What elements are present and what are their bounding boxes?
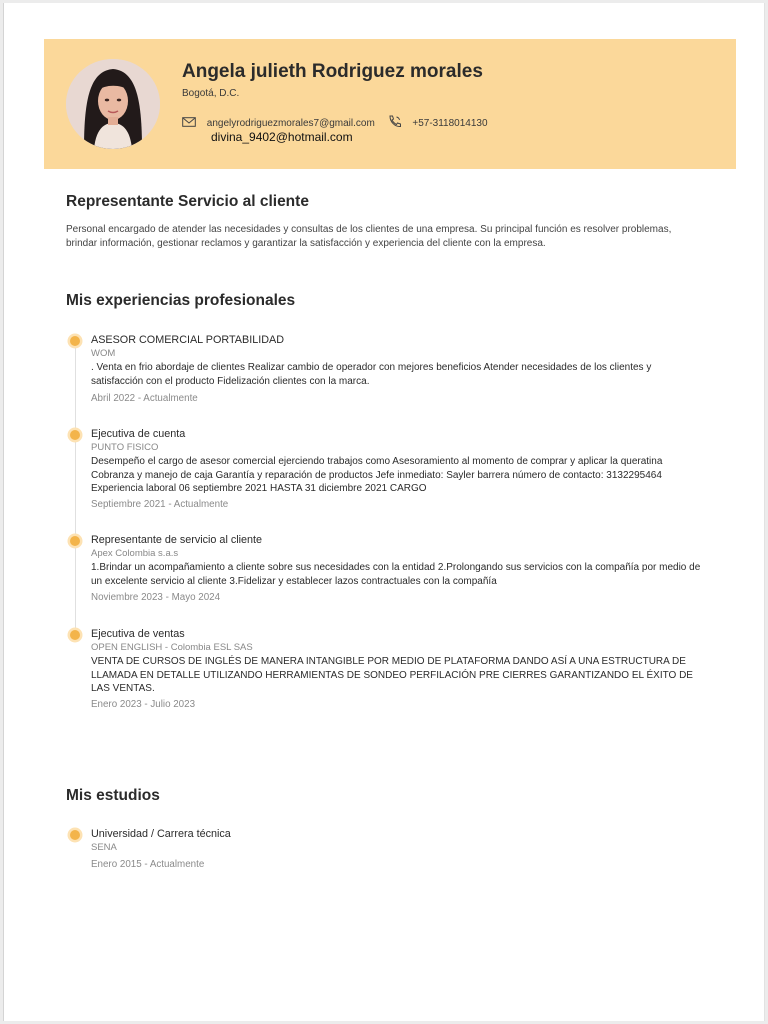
experience-section-title: Mis experiencias profesionales — [66, 292, 296, 309]
experience-role: Representante de servicio al cliente — [91, 534, 263, 546]
resume-header — [44, 39, 736, 169]
timeline-dot — [70, 630, 80, 640]
candidate-city: Bogotá, D.C. — [182, 88, 240, 99]
experience-role: ASESOR COMERCIAL PORTABILIDAD — [91, 334, 284, 346]
timeline-dot — [70, 430, 80, 440]
experience-dates: Abril 2022 - Actualmente — [91, 393, 198, 404]
experience-company: PUNTO FISICO — [91, 442, 159, 453]
email-link[interactable]: angelyrodriguezmorales7@gmail.com — [206, 117, 375, 129]
education-degree: Universidad / Carrera técnica — [91, 828, 231, 840]
mail-icon — [182, 117, 196, 130]
education-item — [66, 828, 706, 878]
experience-description: 1.Brindar un acompañamiento a cliente sobre sus necesidades con la entidad 2.Prolongando sus servicios con la compañía por medio de un excelente servicio al cliente 3.Fidelizar y establecer lazos contractuales con la compañía — [91, 562, 701, 587]
experience-description: VENTA DE CURSOS DE INGLÉS DE MANERA INTANGIBLE POR MEDIO DE PLATAFORMA DANDO ASÍ A UNA ESTRUCTURA DE LLAMADA EN DETALLE UTILIZANDO HERRAMIENTAS DE SONDEO PERFILACIÓN PRE CIERRES GARANTIZANDO EL ÉXITO DE LAS VENTAS. — [91, 656, 693, 695]
experience-role: Ejecutiva de ventas — [91, 628, 185, 640]
experience-item — [66, 334, 706, 414]
experience-item — [66, 534, 706, 614]
phone-number[interactable]: +57-3118014130 — [412, 117, 488, 129]
education-dates: Enero 2015 - Actualmente — [91, 859, 205, 870]
timeline-dot — [70, 830, 80, 840]
experience-company: Apex Colombia s.a.s — [91, 548, 179, 559]
education-school: SENA — [91, 842, 117, 853]
experience-item — [66, 628, 706, 718]
timeline-dot — [70, 536, 80, 546]
experience-role: Ejecutiva de cuenta — [91, 428, 186, 440]
resume-page — [3, 3, 765, 1021]
experience-company: OPEN ENGLISH - Colombia ESL SAS — [91, 642, 253, 653]
experience-company: WOM — [91, 348, 116, 359]
phone-icon — [388, 115, 402, 131]
education-section-title: Mis estudios — [66, 787, 160, 804]
experience-dates: Enero 2023 - Julio 2023 — [91, 699, 196, 710]
contact-row — [182, 115, 488, 129]
experience-description: . Venta en frio abordaje de clientes Realizar cambio de operador con mejores beneficios Atender necesidades de los clientes y satisfacción con el producto Fidelización clientes con la marca. — [91, 362, 652, 387]
secondary-email[interactable]: divina_9402@hotmail.com — [211, 130, 353, 144]
candidate-name: Angela julieth Rodriguez morales — [182, 61, 483, 82]
profile-photo — [66, 59, 160, 149]
experience-dates: Septiembre 2021 - Actualmente — [91, 499, 229, 510]
experience-description: Desempeño el cargo de asesor comercial ejerciendo trabajos como Asesoramiento al momento de comprar y aplicar la queratina Cobranza y manejo de caja Garantía y reparación de productos Jefe inmediato: Sayler barrera número de contacto: 3132295464 Experiencia laboral 06 septiembre 2021 HASTA 31 diciembre 2021 CARGO — [91, 456, 663, 495]
experience-item — [66, 428, 706, 518]
profile-summary: Personal encargado de atender las necesidades y consultas de los clientes de una empresa. Su principal función es resolver problemas, brindar información, gestionar reclamos y garantizar la satisfacción y experiencia del cliente con la empresa. — [66, 224, 672, 249]
profile-title: Representante Servicio al cliente — [66, 193, 309, 210]
timeline-dot — [70, 336, 80, 346]
experience-dates: Noviembre 2023 - Mayo 2024 — [91, 592, 221, 603]
